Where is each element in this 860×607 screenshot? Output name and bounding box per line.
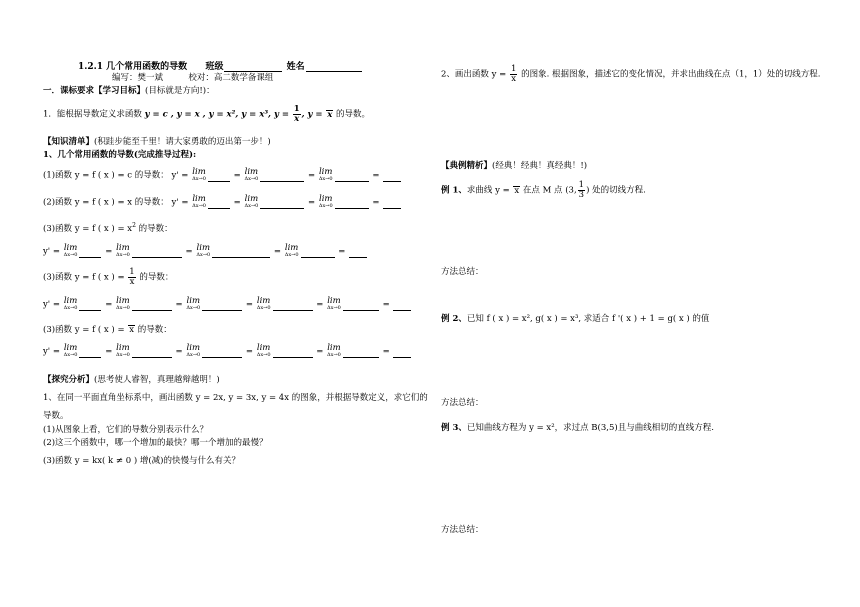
lim-text: lim [319,194,333,204]
lim-sub: Δx→0 [327,304,341,311]
derivative-row-4 [43,297,412,311]
lim-sub: Δx→0 [186,351,201,358]
blank [273,310,313,311]
lim [192,195,206,209]
explore-problem-1: 1、在同一平面直角坐标系中，画出函数 y = 2x, y = 3x, y = 4x 的图象，并根据导数定义，求它们的 [43,393,428,403]
sqrt-x: x [327,109,333,120]
eq: = [273,246,281,257]
lim-sub: Δx→0 [186,304,201,311]
frac-den: x [294,113,300,124]
page-title [78,62,363,72]
blank [260,208,304,209]
name-blank [306,71,362,72]
eq: = [233,170,241,181]
eq: = [382,299,390,310]
example1-frac [578,181,585,199]
row4-label: (3)函数 y = f ( x ) = [43,272,125,283]
blank [260,181,304,182]
lim-sub: Δx→0 [318,202,333,209]
blank [383,181,401,182]
lim [192,168,206,182]
problem2-pre: 2、画出函数 y = [441,69,507,80]
frac-den: x [511,73,517,84]
example1-point-open: (3, [565,185,577,196]
knowledge-note: (积跬步能至千里！请大家勇敢的迈出第一步！) [94,137,271,147]
lim [319,168,333,182]
lim-text: lim [284,243,299,253]
frac-den: 3 [578,189,585,200]
blank [208,208,230,209]
derivative-row-1 [43,168,402,182]
eq: = [233,197,241,208]
lim-text: lim [116,243,130,253]
lim [327,297,341,311]
examples-note: (经典！经典！真经典！!) [492,161,588,171]
lim-text: lim [318,167,333,177]
example1-sqrt: x [514,185,520,196]
blank [208,181,230,182]
lim-sub: Δx→0 [196,251,211,258]
example1-label: 例 1、 [441,185,467,196]
lim-text: lim [63,343,78,353]
derivative-row-2 [43,195,402,209]
frac-den: x [129,276,135,287]
row5-end: 的导数： [137,325,172,335]
lim-sub: Δx→0 [116,351,130,358]
lim-sub: Δx→0 [63,251,78,258]
lim-sub: Δx→0 [116,251,130,258]
lim [244,168,258,182]
example-2 [441,315,709,325]
row3-sup: 2 [132,222,136,229]
lim [186,344,200,358]
example1-pre: 求曲线 y = [466,185,510,196]
derivative-row-3 [43,244,368,258]
method-summary-3: 方法总结： [441,525,484,535]
lim-text: lim [244,194,259,204]
yprime: y' = [171,197,189,208]
lim-sub: Δx→0 [256,304,271,311]
eq: = [245,346,253,357]
row1-label: (1)函数 y = f ( x ) = c 的导数： [43,170,169,181]
row3-end: 的导数： [138,223,173,234]
class-label: 班级 [205,62,224,72]
knowledge-sub: 1、几个常用函数的导数(完成推导过程): [43,150,197,160]
eq: = [316,299,324,310]
frac-num: 1 [510,64,517,74]
lim-text: lim [186,296,201,306]
standards-end: 的导数。 [336,109,371,120]
lim-sub: Δx→0 [192,175,206,182]
method-summary-1: 方法总结： [441,267,484,277]
derivative-row-5-label [43,325,172,336]
blank [273,357,313,358]
eq: = [307,170,316,181]
section-examples [441,162,587,172]
explore-heading: 【探究分析】 [43,375,95,385]
blank [202,310,242,311]
yprime: y' = [43,346,60,357]
lim-text: lim [327,343,341,353]
standards-item-pre: 1．能根据导数定义求函数 [43,109,142,120]
frac-num: 1 [129,267,135,277]
lim-sub: Δx→0 [256,351,271,358]
lim [64,297,78,311]
lim-text: lim [192,167,206,177]
lim-sub: Δx→0 [63,304,78,311]
lim-text: lim [186,343,201,353]
example3-text: 已知曲线方程为 y = x²，求过点 B(3,5)且与曲线相切的直线方程. [466,423,714,433]
lim [327,344,341,358]
row4-end: 的导数： [139,272,174,283]
lim-text: lim [196,243,211,253]
example-3 [441,424,714,434]
blank [393,310,411,311]
lim-sub: Δx→0 [318,175,333,182]
example1-point-close: ) [586,185,590,196]
blank [212,257,270,258]
eq: = [105,246,113,257]
row5-label: (3)函数 y = f ( x ) = [43,325,125,335]
derivative-row-4-label [43,268,173,286]
explore-question-1: (1)从图象上看，它们的导数分别表示什么？ [43,425,209,435]
explore-problem-1-cont: 导数。 [43,411,69,421]
eq: = [105,299,113,310]
eq: = [382,346,390,357]
blank [383,208,401,209]
lim-text: lim [63,296,78,306]
derivative-row-3-label [43,223,173,235]
example2-text: 已知 f ( x ) = x², g( x ) = x³, 求适合 f '( x ) + 1 = g( x ) 的值 [466,314,710,324]
blank [79,310,101,311]
eq: = [372,197,380,208]
lim [116,297,130,311]
yprime: y' = [171,170,189,181]
blank [343,310,379,311]
lim [116,344,130,358]
example-1 [441,181,646,199]
explore-question-3: (3)函数 y = kx( k ≠ 0 ) 增(减)的快慢与什么有关？ [43,456,240,466]
blank [335,181,369,182]
standards-tail: , y = [301,109,323,120]
author-text: 编写：樊一斌 [112,73,164,83]
lim [257,297,271,311]
blank [343,357,379,358]
blank [132,357,172,358]
example1-mid: 在点 M 点 [522,185,563,196]
title-text: 1.2.1 几个常用函数的导数 [78,62,188,72]
lim-text: lim [327,296,341,306]
problem-2 [441,65,821,83]
examples-heading: 【典例精析】 [441,161,493,171]
lim-text: lim [116,296,130,306]
eq: = [338,246,346,257]
lim-text: lim [116,343,130,353]
blank [79,357,101,358]
lim [196,244,210,258]
lim [186,297,200,311]
blank [335,208,369,209]
author-line [112,74,273,84]
standards-functions: y = c , y = x , y = x², y = x³, y = [144,109,289,120]
lim-sub: Δx→0 [284,251,299,258]
method-summary-2: 方法总结： [441,398,484,408]
lim-sub: Δx→0 [327,351,341,358]
blank [349,257,367,258]
eq: = [308,197,316,208]
lim [257,344,271,358]
lim-text: lim [256,343,271,353]
standards-note: (目标就是方向!)： [145,86,215,96]
blank [79,257,101,258]
lim-sub: Δx→0 [192,202,206,209]
eq: = [175,346,183,357]
row2-label: (2)函数 y = f ( x ) = x 的导数： [43,197,169,208]
section-knowledge [43,138,271,148]
eq: = [245,299,253,310]
name-label: 姓名 [286,62,305,72]
lim [64,244,78,258]
lim-text: lim [192,194,206,204]
eq: = [372,170,380,181]
blank [132,310,172,311]
row5-sqrt: x [129,325,135,335]
blank [132,257,182,258]
lim [116,244,130,258]
lim [64,344,78,358]
standards-heading: 一．课标要求【学习目标】 [43,86,146,96]
lim-sub: Δx→0 [116,304,130,311]
frac-num: 1 [293,104,300,114]
standards-frac [293,105,301,123]
lim-sub: Δx→0 [63,351,78,358]
example2-label: 例 2、 [441,314,467,324]
eq: = [316,346,324,357]
blank [393,357,411,358]
eq: = [105,346,113,357]
problem2-frac [510,65,517,83]
lim [285,244,299,258]
blank [202,357,242,358]
row4-frac [128,268,135,286]
blank [301,257,335,258]
lim-text: lim [244,167,259,177]
row3-label: (3)函数 y = f ( x ) = x [43,223,133,234]
derivative-row-5 [43,344,412,358]
lim-sub: Δx→0 [244,175,259,182]
section-explore [43,376,220,386]
section-standards [43,87,215,97]
lim-sub: Δx→0 [244,202,259,209]
reviewer-text: 校对：高二数学备课组 [188,73,274,83]
lim [245,195,259,209]
standards-item [43,105,370,123]
frac-num: 1 [578,180,585,190]
lim-text: lim [63,243,78,253]
lim [319,195,333,209]
yprime: y' = [43,299,60,310]
eq: = [185,246,193,257]
explore-question-2: (2)这三个函数中，哪一个增加的最快？哪一个增加的最慢？ [43,438,268,448]
yprime: y' = [43,246,60,257]
eq: = [175,299,183,310]
knowledge-heading: 【知识清单】 [43,137,95,147]
example3-label: 例 3、 [441,423,467,433]
explore-note: (思考使人睿智，真理越辩越明！) [94,375,220,385]
problem2-post: 的图象. 根据图象，描述它的变化情况，并求出曲线在点（1，1）处的切线方程. [521,69,821,80]
lim-text: lim [256,296,271,306]
example1-end: 处的切线方程. [592,185,646,196]
